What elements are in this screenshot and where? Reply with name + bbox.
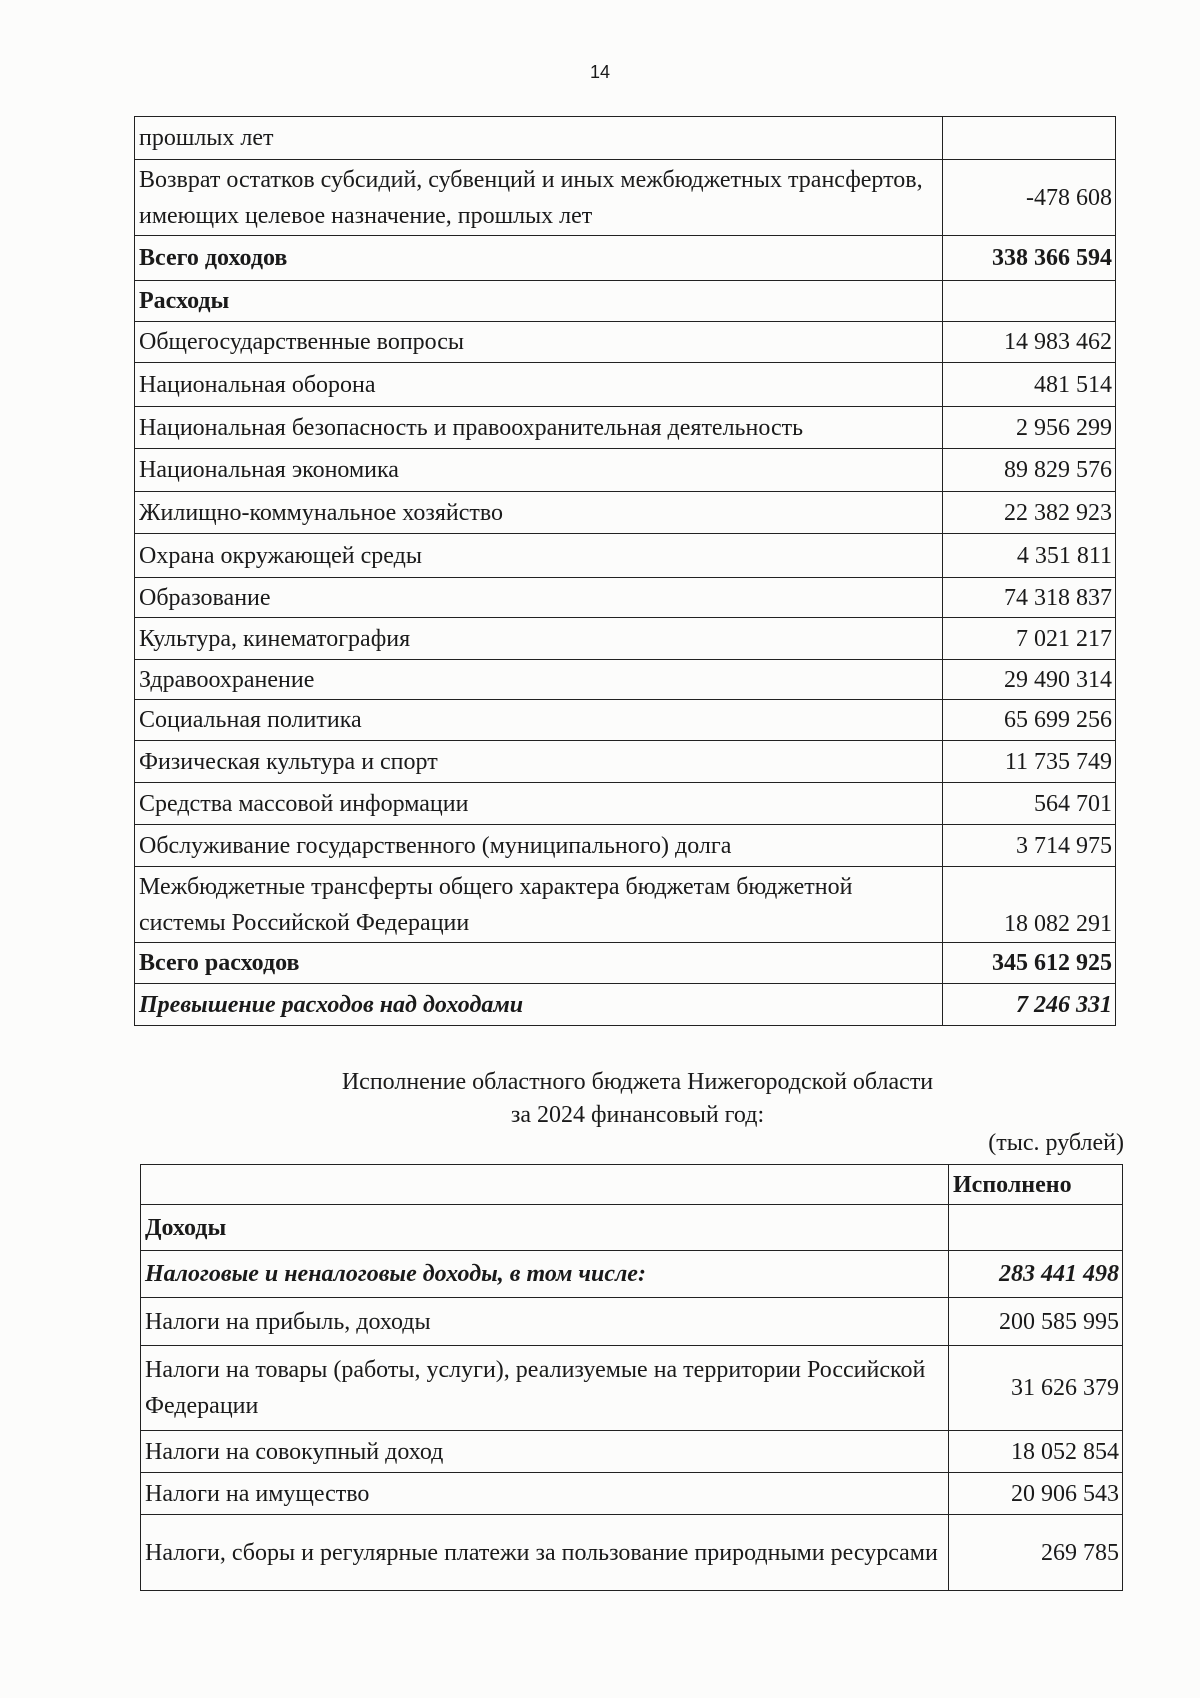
row-label: Налоги на совокупный доход (141, 1431, 949, 1473)
table-row (135, 825, 1116, 867)
row-value: 89 829 576 (943, 449, 1116, 492)
row-label: Культура, кинематография (135, 618, 943, 660)
table-row (135, 867, 1116, 943)
table-row (135, 534, 1116, 578)
row-value: 2 956 299 (943, 407, 1116, 449)
row-value: 11 735 749 (943, 741, 1116, 783)
row-label: Жилищно-коммунальное хозяйство (135, 492, 943, 534)
row-value: 338 366 594 (943, 236, 1116, 281)
row-value: 200 585 995 (949, 1298, 1123, 1346)
row-label: Налоги на товары (работы, услуги), реализуемые на территории Российской Федерации (141, 1346, 949, 1431)
row-label: Расходы (135, 281, 943, 322)
row-label: Национальная безопасность и правоохранительная деятельность (135, 407, 943, 449)
row-value: 283 441 498 (949, 1251, 1123, 1298)
row-value: 20 906 543 (949, 1473, 1123, 1515)
row-value: 345 612 925 (943, 943, 1116, 984)
table-row (135, 236, 1116, 281)
table-caption (0, 1066, 1200, 1132)
row-label: Охрана окружающей среды (135, 534, 943, 578)
page-number: 14 (589, 62, 611, 82)
table-row (135, 117, 1116, 160)
row-label: Налоги, сборы и регулярные платежи за пользование природными ресурсами (141, 1515, 949, 1591)
row-value: 22 382 923 (943, 492, 1116, 534)
row-value: 14 983 462 (943, 322, 1116, 363)
table-row (141, 1431, 1123, 1473)
table-row (135, 281, 1116, 322)
row-value: 3 714 975 (943, 825, 1116, 867)
row-value: 31 626 379 (949, 1346, 1123, 1431)
row-label: Возврат остатков субсидий, субвенций и иных межбюджетных трансфертов, имеющих целевое назначение, прошлых лет (135, 160, 943, 236)
row-label: Образование (135, 578, 943, 618)
table-row (141, 1251, 1123, 1298)
table-row (141, 1515, 1123, 1591)
row-value (943, 281, 1116, 322)
table-row (135, 407, 1116, 449)
table-row (135, 660, 1116, 700)
row-label: Превышение расходов над доходами (135, 984, 943, 1026)
row-label: прошлых лет (135, 117, 943, 160)
row-label: Всего расходов (135, 943, 943, 984)
table-row (135, 492, 1116, 534)
header-label-cell (141, 1165, 949, 1205)
table-row (135, 700, 1116, 741)
table-header-row (141, 1165, 1123, 1205)
table-row (135, 943, 1116, 984)
row-label: Обслуживание государственного (муниципального) долга (135, 825, 943, 867)
row-label: Налоговые и неналоговые доходы, в том числе: (141, 1251, 949, 1298)
row-value: 65 699 256 (943, 700, 1116, 741)
caption-line-1: Исполнение областного бюджета Нижегородской области (341, 1069, 934, 1095)
table-row (135, 160, 1116, 236)
table-row (135, 578, 1116, 618)
row-value: 18 052 854 (949, 1431, 1123, 1473)
caption-line-2: за 2024 финансовый год: (510, 1102, 765, 1128)
row-value: 269 785 (949, 1515, 1123, 1591)
row-value (943, 117, 1116, 160)
row-value: 7 021 217 (943, 618, 1116, 660)
row-label: Межбюджетные трансферты общего характера бюджетам бюджетной системы Российской Федерации (135, 867, 943, 943)
table-row (141, 1298, 1123, 1346)
units-label: (тыс. рублей) (988, 1130, 1124, 1156)
row-label: Доходы (141, 1205, 949, 1251)
row-value: 18 082 291 (943, 867, 1116, 943)
row-label: Общегосударственные вопросы (135, 322, 943, 363)
row-label: Физическая культура и спорт (135, 741, 943, 783)
table-row (135, 984, 1116, 1026)
table-row (135, 363, 1116, 407)
table-row (135, 783, 1116, 825)
row-value: 7 246 331 (943, 984, 1116, 1026)
row-value: 481 514 (943, 363, 1116, 407)
row-value (949, 1205, 1123, 1251)
table-row (135, 618, 1116, 660)
row-value: 4 351 811 (943, 534, 1116, 578)
table-row (141, 1346, 1123, 1431)
row-value: 74 318 837 (943, 578, 1116, 618)
row-label: Налоги на имущество (141, 1473, 949, 1515)
table-row (141, 1205, 1123, 1251)
header-value-cell: Исполнено (949, 1165, 1123, 1205)
row-value: 29 490 314 (943, 660, 1116, 700)
row-label: Национальная экономика (135, 449, 943, 492)
row-label: Налоги на прибыль, доходы (141, 1298, 949, 1346)
row-label: Социальная политика (135, 700, 943, 741)
table-row (135, 449, 1116, 492)
row-value: 564 701 (943, 783, 1116, 825)
table-row (135, 741, 1116, 783)
row-label: Средства массовой информации (135, 783, 943, 825)
regional-budget-table (140, 1164, 1123, 1591)
row-value: -478 608 (943, 160, 1116, 236)
budget-table-continuation (134, 116, 1116, 1026)
table-row (135, 322, 1116, 363)
row-label: Национальная оборона (135, 363, 943, 407)
table-row (141, 1473, 1123, 1515)
row-label: Здравоохранение (135, 660, 943, 700)
row-label: Всего доходов (135, 236, 943, 281)
